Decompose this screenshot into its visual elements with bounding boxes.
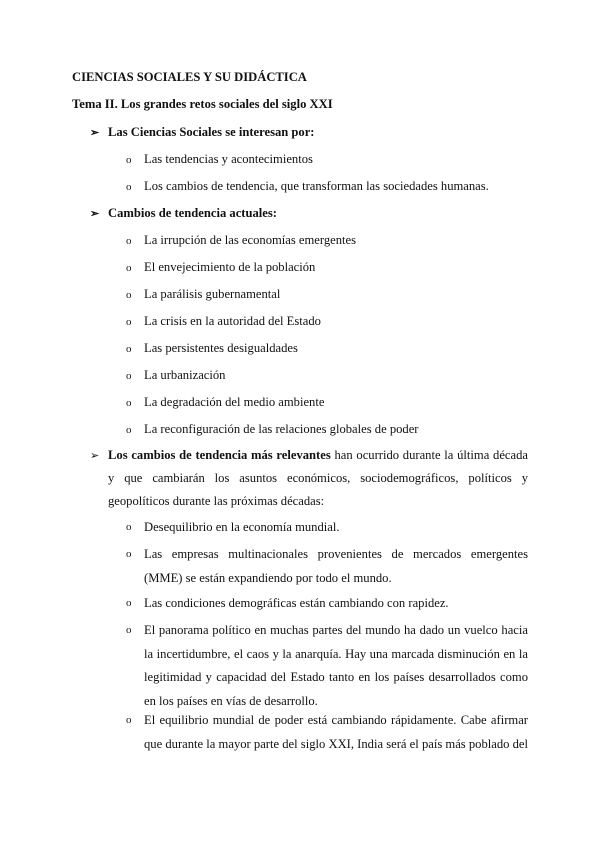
arrow-bullet-icon: ➢ bbox=[90, 208, 100, 220]
list-item bbox=[126, 152, 313, 167]
list-item-text: Las persistentes desigualdades bbox=[144, 341, 298, 355]
list-item-text: La urbanización bbox=[144, 368, 226, 382]
list-item bbox=[126, 422, 419, 437]
section-3-heading-rest: han ocurrido durante la última década y que cambiarán los asuntos económicos, sociodemográficos, políticos y geopolíticos durante las próximas décadas: bbox=[108, 448, 528, 508]
circle-bullet-icon: o bbox=[126, 289, 132, 301]
circle-bullet-icon: o bbox=[126, 316, 132, 328]
circle-bullet-icon: o bbox=[126, 548, 132, 560]
list-item bbox=[126, 260, 315, 275]
list-item bbox=[126, 314, 321, 329]
circle-bullet-icon: o bbox=[126, 262, 132, 274]
section-2-heading bbox=[90, 206, 277, 221]
section-3-heading-bold: Los cambios de tendencia más relevantes bbox=[108, 448, 331, 462]
list-item-text: El envejecimiento de la población bbox=[144, 260, 316, 274]
list-item bbox=[126, 368, 225, 383]
list-item-text: La reconfiguración de las relaciones globales de poder bbox=[144, 422, 419, 436]
list-item bbox=[126, 233, 356, 248]
arrow-bullet-icon: ➢ bbox=[90, 127, 100, 139]
list-item-text: Las condiciones demográficas están cambiando con rapidez. bbox=[144, 596, 449, 610]
list-item bbox=[126, 287, 280, 302]
list-item-text: Las tendencias y acontecimientos bbox=[144, 152, 313, 166]
list-item-text: El equilibrio mundial de poder está cambiando rápidamente. Cabe afirmar que durante la mayor parte del siglo XXI, India será el país más poblado del bbox=[144, 713, 528, 751]
list-item bbox=[126, 341, 298, 356]
topic-heading: Tema II. Los grandes retos sociales del siglo XXI bbox=[72, 97, 333, 111]
list-item-text: La crisis en la autoridad del Estado bbox=[144, 314, 321, 328]
circle-bullet-icon: o bbox=[126, 235, 132, 247]
section-1-heading bbox=[90, 125, 315, 140]
list-item-text: Los cambios de tendencia, que transforman las sociedades humanas. bbox=[144, 179, 489, 193]
section-2-heading-text: Cambios de tendencia actuales: bbox=[108, 206, 277, 220]
list-item bbox=[126, 179, 489, 194]
document-title: CIENCIAS SOCIALES Y SU DIDÁCTICA bbox=[72, 70, 307, 84]
circle-bullet-icon: o bbox=[126, 714, 132, 726]
circle-bullet-icon: o bbox=[126, 154, 132, 166]
circle-bullet-icon: o bbox=[126, 624, 132, 636]
arrow-bullet-icon: ➢ bbox=[90, 450, 100, 462]
section-3-paragraph bbox=[108, 444, 528, 513]
list-item-text: El panorama político en muchas partes del mundo ha dado un vuelco hacia la incertidumbre, el caos y la anarquía. Hay una marcada disminución en la legitimidad y capacidad del Estado tanto en los países desarrollados como en los países en vías de desarrollo. bbox=[144, 623, 528, 708]
circle-bullet-icon: o bbox=[126, 181, 132, 193]
list-item bbox=[126, 395, 324, 410]
circle-bullet-icon: o bbox=[126, 343, 132, 355]
circle-bullet-icon: o bbox=[126, 370, 132, 382]
list-item-text: Desequilibrio en la economía mundial. bbox=[144, 520, 340, 534]
list-item-text: La parálisis gubernamental bbox=[144, 287, 281, 301]
circle-bullet-icon: o bbox=[126, 521, 132, 533]
circle-bullet-icon: o bbox=[126, 397, 132, 409]
circle-bullet-icon: o bbox=[126, 424, 132, 436]
section-1-heading-text: Las Ciencias Sociales se interesan por: bbox=[108, 125, 315, 139]
list-item-text: La degradación del medio ambiente bbox=[144, 395, 325, 409]
list-item-text: La irrupción de las economías emergentes bbox=[144, 233, 357, 247]
list-item-text: Las empresas multinacionales provenientes de mercados emergentes (MME) se están expandiendo por todo el mundo. bbox=[144, 547, 528, 585]
circle-bullet-icon: o bbox=[126, 597, 132, 609]
